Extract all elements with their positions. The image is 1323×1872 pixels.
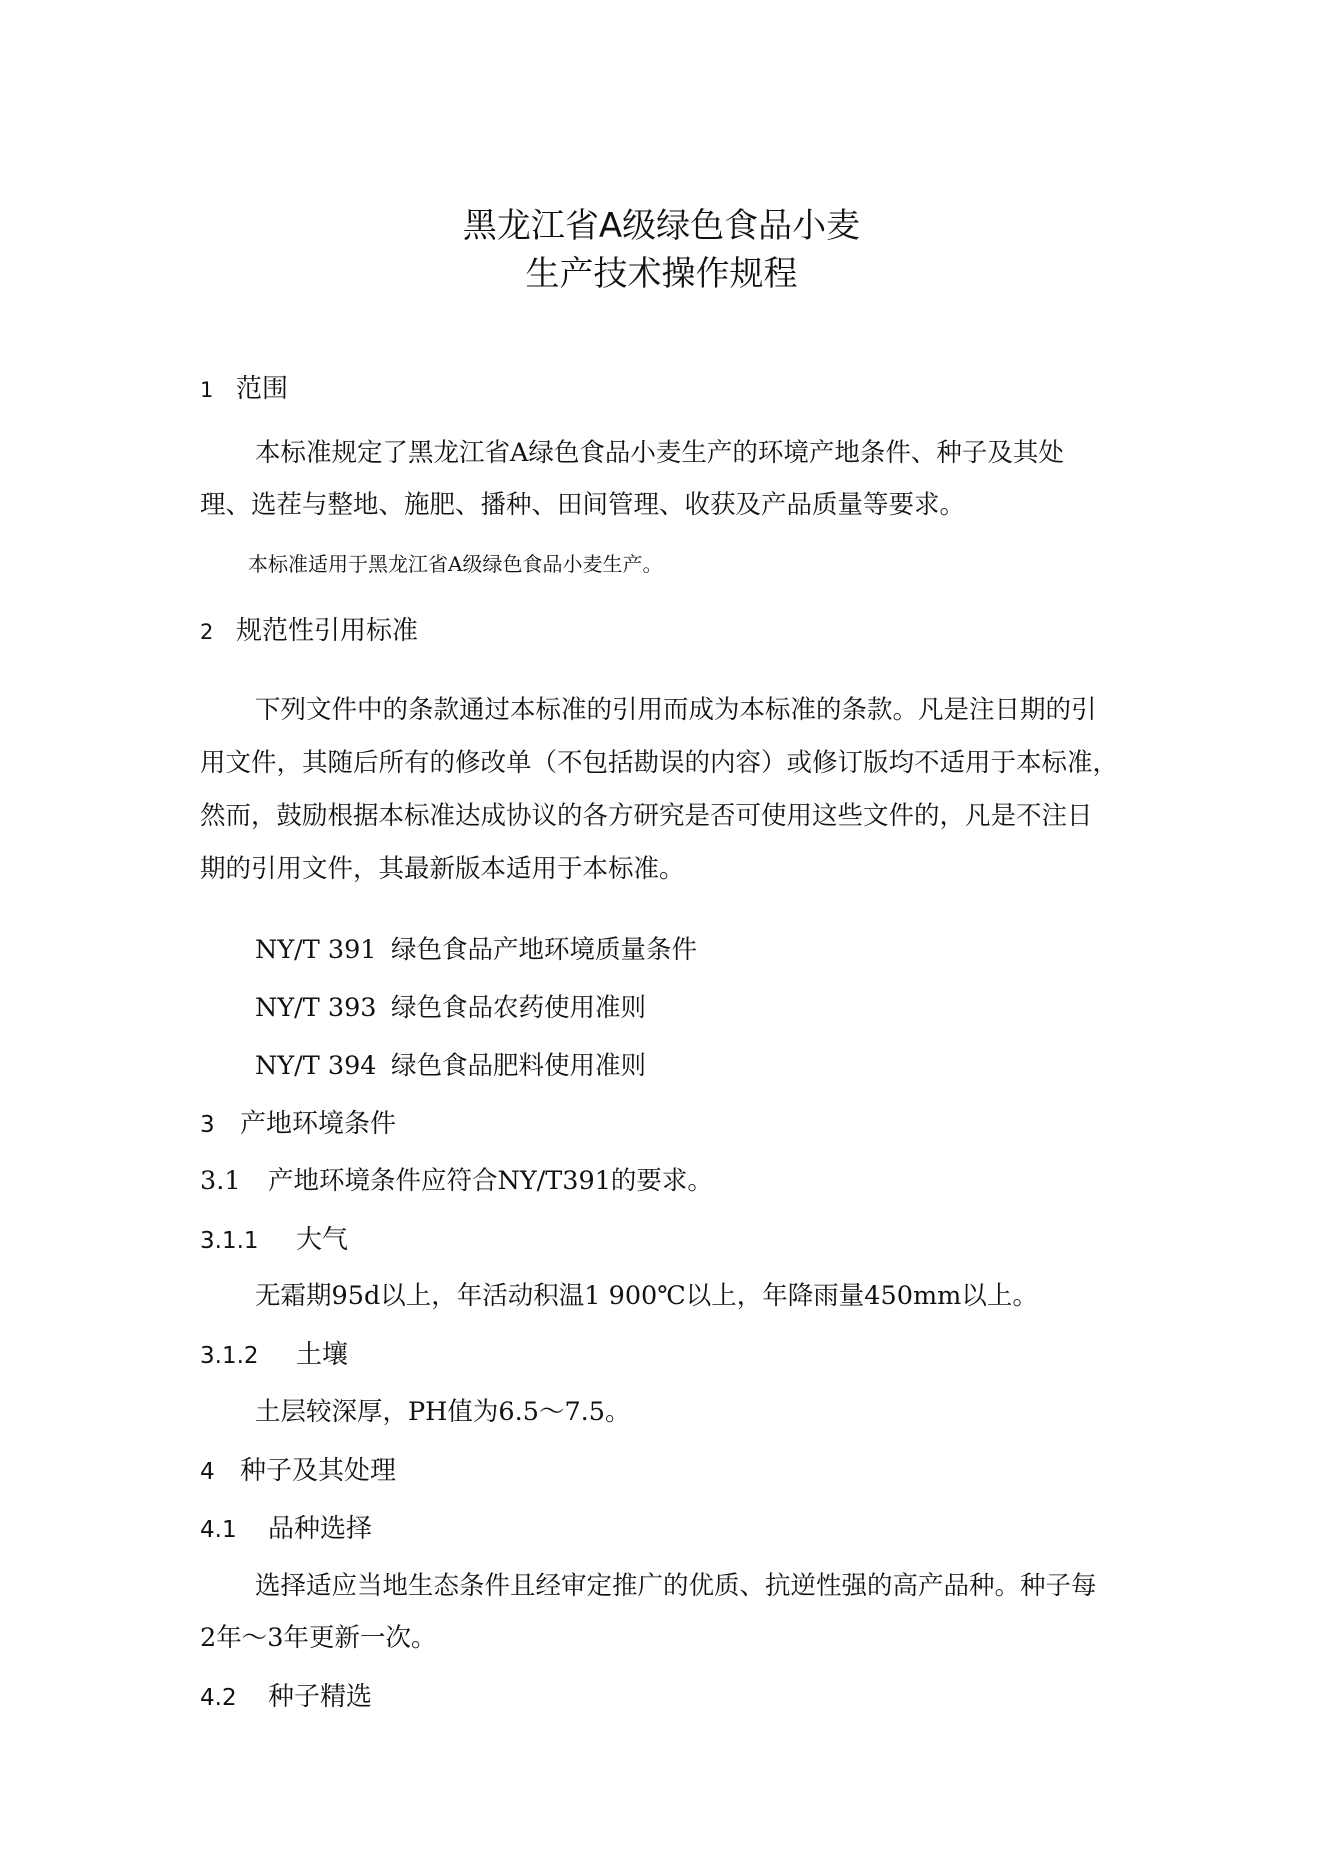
reference-title: 绿色食品肥料使用准则 [391, 1051, 647, 1081]
section-heading-1 [200, 368, 288, 405]
paragraph-line: 然而，鼓励根据本标准达成协议的各方研究是否可使用这些文件的，凡是不注日 [200, 801, 1093, 831]
reference-title: 绿色食品农药使用准则 [391, 993, 647, 1023]
paragraph-line: 理、选茬与整地、施肥、播种、田间管理、收获及产品质量等要求。 [200, 490, 966, 520]
subsection-number: 4.1 [200, 1517, 237, 1543]
reference-item [255, 988, 646, 1024]
subsection-title: 种子精选 [268, 1682, 373, 1712]
reference-item [255, 930, 697, 966]
subsection-heading-3-1-1 [200, 1219, 348, 1256]
section-heading-4 [200, 1450, 396, 1487]
subsection-heading-4-1 [200, 1508, 372, 1545]
reference-item [255, 1046, 646, 1082]
section-number: 1 [200, 378, 214, 402]
section-heading-3 [200, 1103, 396, 1140]
section-title: 范围 [236, 374, 289, 404]
reference-title: 绿色食品产地环境质量条件 [391, 935, 698, 965]
section-number: 2 [200, 620, 214, 644]
subsection-heading-4-2 [200, 1676, 372, 1713]
paragraph-line: 2年～3年更新一次。 [200, 1623, 437, 1653]
subsection-title: 品种选择 [268, 1514, 373, 1544]
paragraph-line: 无霜期95d以上，年活动积温1 900℃以上，年降雨量450mm以上。 [255, 1281, 1038, 1311]
paragraph-line: 期的引用文件，其最新版本适用于本标准。 [200, 854, 685, 884]
paragraph-line: 下列文件中的条款通过本标准的引用而成为本标准的条款。凡是注日期的引 [255, 695, 1097, 725]
paragraph-line: 本标准规定了黑龙江省A绿色食品小麦生产的环境产地条件、种子及其处 [255, 438, 1064, 468]
reference-code: NY/T 394 [255, 1051, 377, 1081]
section-heading-2 [200, 610, 418, 647]
section-title: 产地环境条件 [240, 1109, 397, 1139]
subsection-title: 大气 [296, 1225, 349, 1255]
subsection-number: 3.1.1 [200, 1228, 259, 1254]
section-number: 3 [200, 1112, 215, 1138]
section-title: 规范性引用标准 [236, 616, 419, 646]
reference-code: NY/T 393 [255, 993, 377, 1023]
paragraph-line: 用文件，其随后所有的修改单（不包括勘误的内容）或修订版均不适用于本标准， [200, 748, 1119, 778]
paragraph-line: 选择适应当地生态条件且经审定推广的优质、抗逆性强的高产品种。种子每 [255, 1571, 1097, 1601]
subsection-number: 3.1 [200, 1166, 241, 1196]
subsection-3-1 [200, 1161, 713, 1197]
subsection-number: 4.2 [200, 1685, 237, 1711]
section-title: 种子及其处理 [240, 1456, 397, 1486]
section-number: 4 [200, 1459, 215, 1485]
subsection-heading-3-1-2 [200, 1334, 348, 1371]
subsection-number: 3.1.2 [200, 1343, 259, 1369]
document-title-line1: 黑龙江省A级绿色食品小麦 [462, 206, 861, 246]
subsection-title: 土壤 [296, 1340, 349, 1370]
document-title-line2: 生产技术操作规程 [525, 254, 798, 294]
paragraph-line: 本标准适用于黑龙江省A级绿色食品小麦生产。 [248, 552, 663, 576]
reference-code: NY/T 391 [255, 935, 377, 965]
subsection-text: 产地环境条件应符合NY/T391的要求。 [268, 1166, 713, 1196]
paragraph-line: 土层较深厚，PH值为6.5～7.5。 [255, 1397, 631, 1427]
